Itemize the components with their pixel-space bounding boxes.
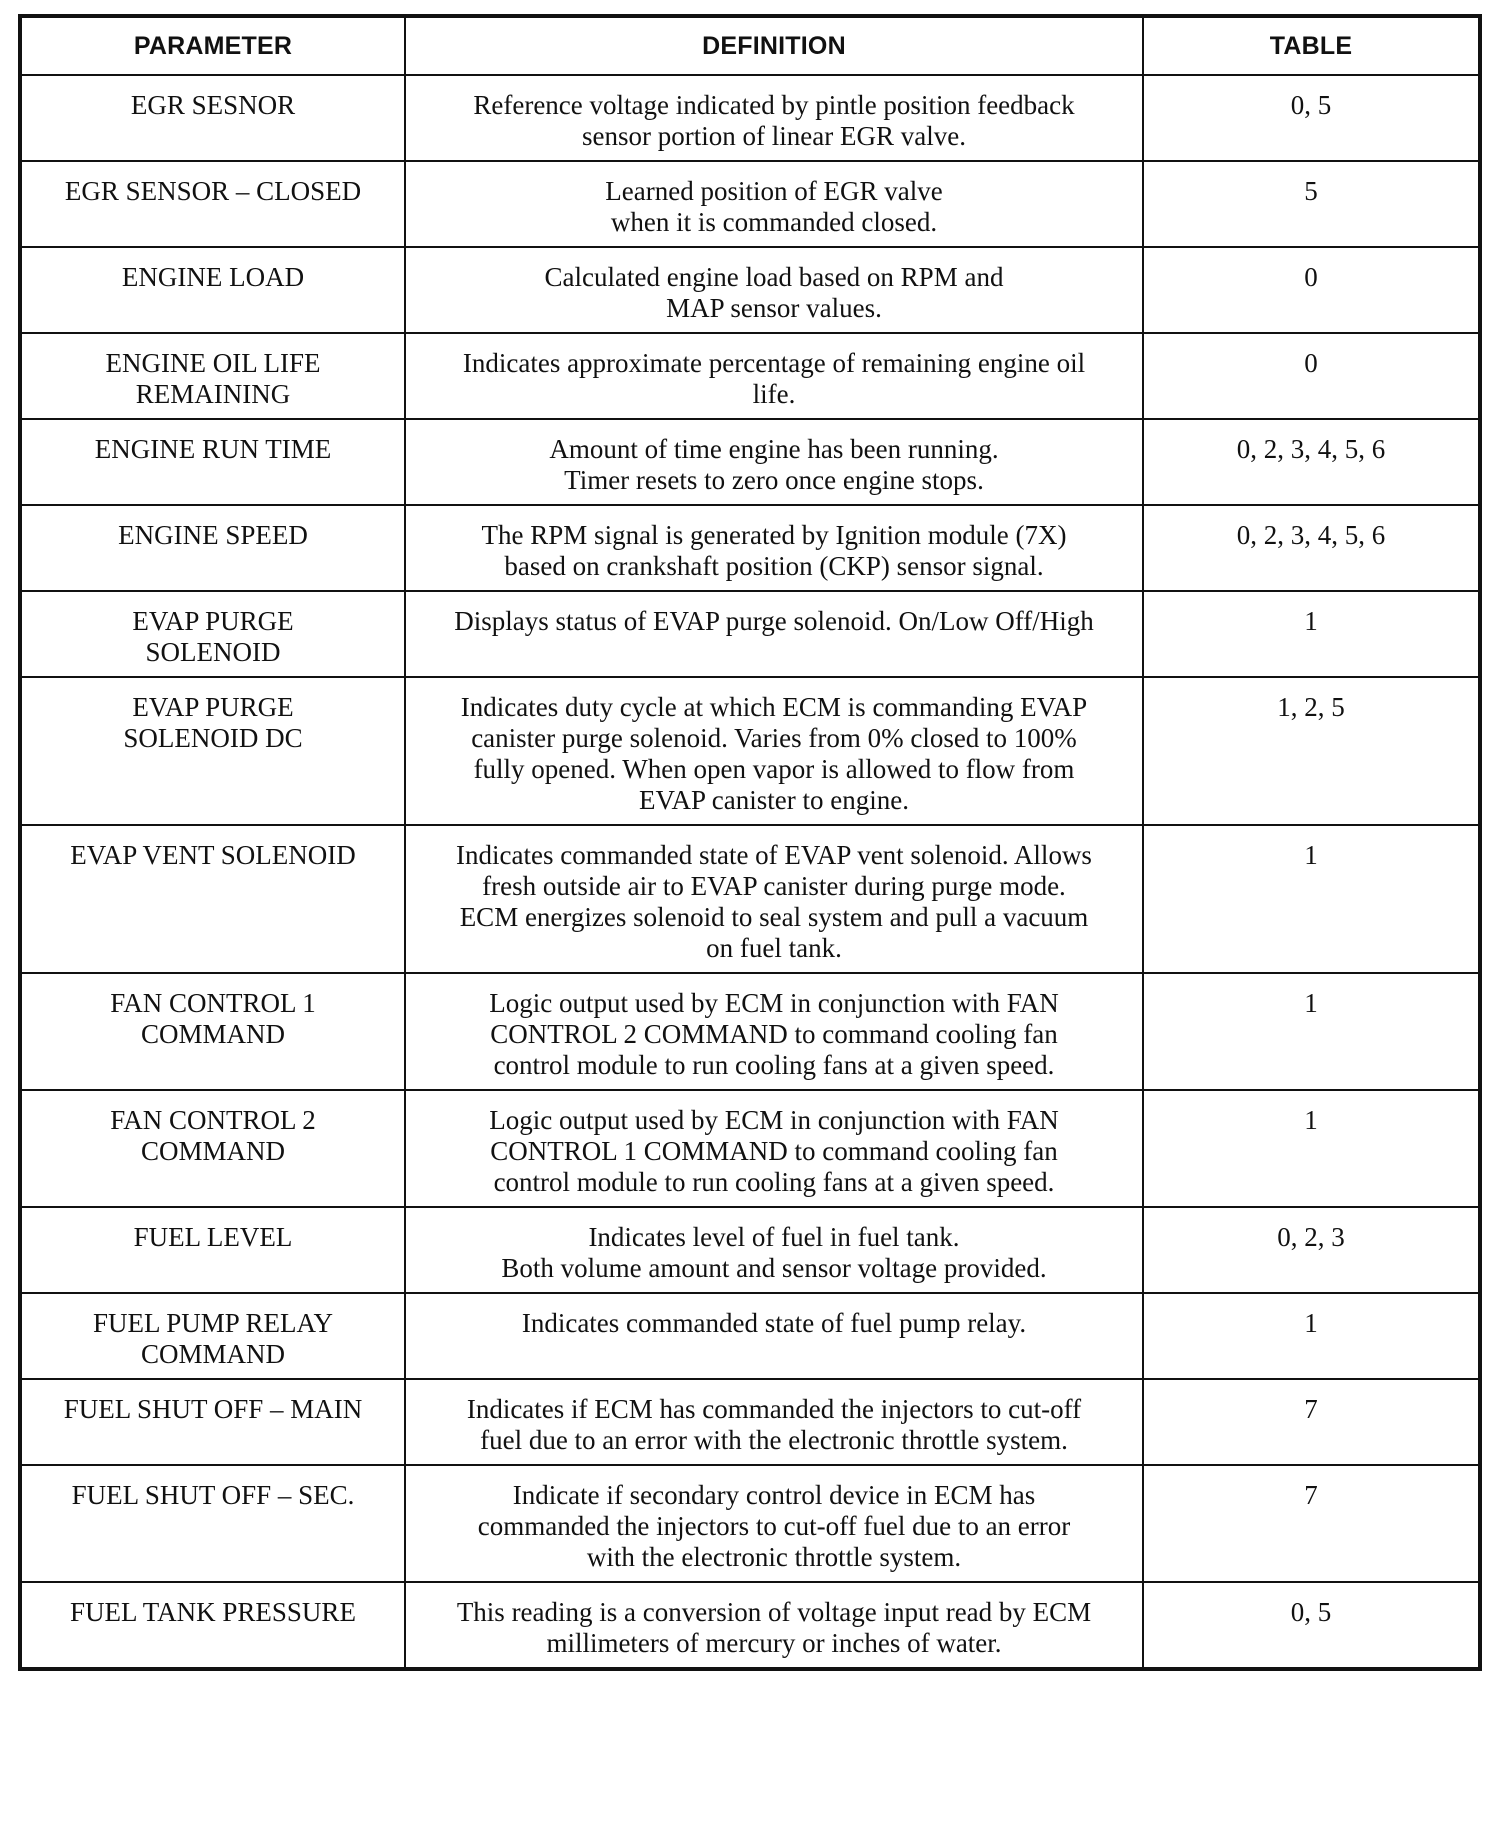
- parameter-name: FUEL SHUT OFF – SEC.: [71, 1480, 355, 1510]
- table-header: [20, 16, 1480, 75]
- parameter-cell: [20, 1207, 405, 1293]
- parameter-name: EVAP VENT SOLENOID: [70, 840, 356, 870]
- definition-text: Displays status of EVAP purge solenoid. On/Low Off/High: [454, 606, 1094, 636]
- parameter-name: EGR SENSOR – CLOSED: [64, 176, 362, 206]
- definition-text: Indicates approximate percentage of remaining engine oil life.: [462, 348, 1086, 409]
- definition-text: Logic output used by ECM in conjunction with FAN CONTROL 1 COMMAND to command cooling fan control module to run cooling fans at a given speed.: [489, 1105, 1059, 1197]
- definition-text: Indicate if secondary control device in ECM has commanded the injectors to cut-off fuel due to an error with the electronic throttle system.: [477, 1480, 1071, 1572]
- table-ref-value: 1: [1304, 988, 1318, 1018]
- parameter-name: FUEL PUMP RELAY COMMAND: [92, 1308, 334, 1369]
- table-row: [20, 1582, 1480, 1669]
- column-header-table: TABLE: [1143, 16, 1480, 75]
- table-ref-cell: [1143, 825, 1480, 973]
- table-row: [20, 1465, 1480, 1582]
- definition-cell: [405, 75, 1143, 161]
- table-row: [20, 247, 1480, 333]
- definition-cell: [405, 161, 1143, 247]
- table-ref-value: 7: [1304, 1394, 1318, 1424]
- parameter-cell: [20, 591, 405, 677]
- parameter-cell: [20, 333, 405, 419]
- definition-text: Amount of time engine has been running. Timer resets to zero once engine stops.: [549, 434, 999, 495]
- definition-text: This reading is a conversion of voltage input read by ECM millimeters of mercury or inches of water.: [456, 1597, 1092, 1658]
- parameter-cell: [20, 973, 405, 1090]
- table-ref-cell: [1143, 505, 1480, 591]
- parameter-name: ENGINE RUN TIME: [94, 434, 332, 464]
- table-ref-value: 0, 5: [1290, 90, 1332, 120]
- column-header-definition: DEFINITION: [405, 16, 1143, 75]
- table-row: [20, 505, 1480, 591]
- parameter-name: ENGINE SPEED: [118, 520, 308, 550]
- table-ref-cell: [1143, 419, 1480, 505]
- table-ref-value: 1: [1304, 1308, 1318, 1338]
- table-ref-value: 0, 5: [1290, 1597, 1332, 1627]
- table-ref-value: 1, 2, 5: [1277, 692, 1345, 722]
- table-ref-cell: [1143, 591, 1480, 677]
- parameter-cell: [20, 677, 405, 825]
- parameter-name: FUEL SHUT OFF – MAIN: [63, 1394, 363, 1424]
- parameter-cell: [20, 75, 405, 161]
- definition-text: Logic output used by ECM in conjunction with FAN CONTROL 2 COMMAND to command cooling fan control module to run cooling fans at a given speed.: [489, 988, 1059, 1080]
- definition-cell: [405, 1582, 1143, 1669]
- table-ref-cell: [1143, 1293, 1480, 1379]
- definition-cell: [405, 419, 1143, 505]
- definition-text: Learned position of EGR valve when it is commanded closed.: [605, 176, 943, 237]
- table-ref-cell: [1143, 333, 1480, 419]
- parameter-cell: [20, 419, 405, 505]
- definition-text: Indicates if ECM has commanded the injectors to cut-off fuel due to an error with the electronic throttle system.: [466, 1394, 1082, 1455]
- parameter-cell: [20, 1090, 405, 1207]
- table-ref-value: 0, 2, 3, 4, 5, 6: [1236, 520, 1386, 550]
- table-row: [20, 1293, 1480, 1379]
- definition-cell: [405, 1090, 1143, 1207]
- table-row: [20, 75, 1480, 161]
- parameter-name: ENGINE OIL LIFE REMAINING: [105, 348, 321, 409]
- table-ref-value: 1: [1304, 1105, 1318, 1135]
- table-row: [20, 333, 1480, 419]
- definition-cell: [405, 825, 1143, 973]
- parameter-cell: [20, 247, 405, 333]
- definition-text: The RPM signal is generated by Ignition module (7X) based on crankshaft position (CKP) sensor signal.: [481, 520, 1067, 581]
- table-row: [20, 1090, 1480, 1207]
- table-row: [20, 973, 1480, 1090]
- table-row: [20, 1379, 1480, 1465]
- parameter-cell: [20, 161, 405, 247]
- parameter-name: EGR SESNOR: [130, 90, 296, 120]
- table-row: [20, 419, 1480, 505]
- table-ref-value: 0: [1304, 348, 1318, 378]
- definition-cell: [405, 677, 1143, 825]
- table-body: [20, 75, 1480, 1669]
- table-ref-cell: [1143, 677, 1480, 825]
- table-ref-cell: [1143, 1582, 1480, 1669]
- table-ref-cell: [1143, 75, 1480, 161]
- definition-text: Calculated engine load based on RPM and MAP sensor values.: [544, 262, 1004, 323]
- parameter-cell: [20, 825, 405, 973]
- table-ref-cell: [1143, 1090, 1480, 1207]
- table-ref-cell: [1143, 973, 1480, 1090]
- definition-text: Indicates commanded state of fuel pump relay.: [521, 1308, 1027, 1338]
- parameter-cell: [20, 1465, 405, 1582]
- table-ref-value: 5: [1304, 176, 1318, 206]
- definition-cell: [405, 591, 1143, 677]
- parameter-cell: [20, 1582, 405, 1669]
- definition-text: Indicates duty cycle at which ECM is commanding EVAP canister purge solenoid. Varies from 0% closed to 100% fully opened. When open vapor is allowed to flow from EVAP canister to engine.: [460, 692, 1088, 815]
- parameter-cell: [20, 1293, 405, 1379]
- definition-cell: [405, 973, 1143, 1090]
- table-row: [20, 677, 1480, 825]
- parameter-name: FUEL TANK PRESSURE: [70, 1597, 356, 1627]
- table-ref-value: 0, 2, 3, 4, 5, 6: [1236, 434, 1386, 464]
- table-ref-cell: [1143, 247, 1480, 333]
- table-row: [20, 825, 1480, 973]
- definition-text: Indicates commanded state of EVAP vent solenoid. Allows fresh outside air to EVAP canister during purge mode. ECM energizes solenoid to seal system and pull a vacuum on fuel tank.: [456, 840, 1092, 963]
- table-ref-value: 7: [1304, 1480, 1318, 1510]
- header-row: [20, 16, 1480, 75]
- definition-text: Indicates level of fuel in fuel tank. Both volume amount and sensor voltage provided.: [501, 1222, 1047, 1283]
- definition-cell: [405, 247, 1143, 333]
- table-ref-value: 1: [1304, 840, 1318, 870]
- table-ref-value: 1: [1304, 606, 1318, 636]
- definition-cell: [405, 1465, 1143, 1582]
- parameter-name: FUEL LEVEL: [133, 1222, 293, 1252]
- table-ref-cell: [1143, 1465, 1480, 1582]
- definition-cell: [405, 1293, 1143, 1379]
- table-ref-cell: [1143, 1379, 1480, 1465]
- table-ref-cell: [1143, 161, 1480, 247]
- definition-cell: [405, 1207, 1143, 1293]
- table-row: [20, 591, 1480, 677]
- column-header-parameter: PARAMETER: [20, 16, 405, 75]
- definition-cell: [405, 333, 1143, 419]
- parameter-table: [18, 14, 1482, 1671]
- definition-cell: [405, 505, 1143, 591]
- parameter-name: ENGINE LOAD: [121, 262, 305, 292]
- parameter-name: EVAP PURGE SOLENOID DC: [123, 692, 303, 753]
- parameter-name: FAN CONTROL 2 COMMAND: [110, 1105, 316, 1166]
- table-row: [20, 161, 1480, 247]
- definition-cell: [405, 1379, 1143, 1465]
- parameter-cell: [20, 1379, 405, 1465]
- parameter-cell: [20, 505, 405, 591]
- table-ref-cell: [1143, 1207, 1480, 1293]
- table-row: [20, 1207, 1480, 1293]
- table-ref-value: 0: [1304, 262, 1318, 292]
- parameter-name: EVAP PURGE SOLENOID: [132, 606, 294, 667]
- parameter-name: FAN CONTROL 1 COMMAND: [110, 988, 316, 1049]
- table-ref-value: 0, 2, 3: [1277, 1222, 1345, 1252]
- definition-text: Reference voltage indicated by pintle position feedback sensor portion of linear EGR valve.: [473, 90, 1075, 151]
